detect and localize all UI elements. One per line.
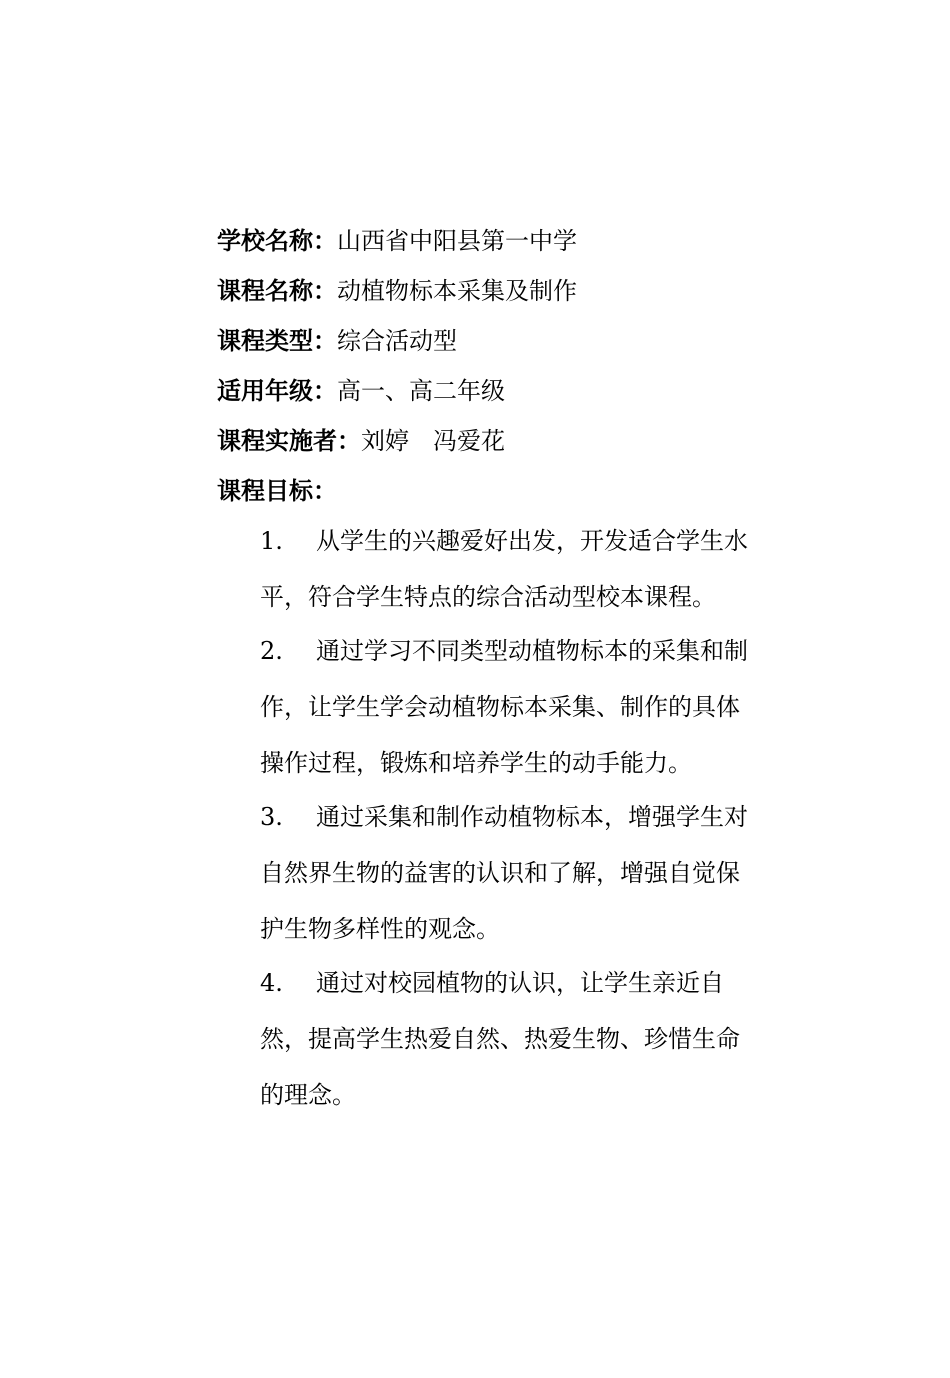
- goals-heading-line: [217, 474, 337, 508]
- goal-item: [260, 513, 750, 625]
- goal-item: [260, 955, 750, 1123]
- school-name-line: [217, 224, 577, 258]
- goals-heading-label: 课程目标：: [217, 477, 337, 505]
- course-type-value: 综合活动型: [337, 327, 457, 355]
- grade-line: [217, 374, 505, 408]
- grade-label: 适用年级：: [217, 377, 337, 405]
- implementer-label: 课程实施者：: [217, 427, 361, 455]
- goal-number: 2.: [260, 637, 283, 665]
- course-type-label: 课程类型：: [217, 327, 337, 355]
- goal-item: [260, 789, 750, 957]
- goal-text: 通过采集和制作动植物标本，增强学生对自然界生物的益害的认识和了解，增强自觉保护生物多样性的观念。: [260, 803, 748, 943]
- course-type-line: [217, 324, 457, 358]
- course-name-label: 课程名称：: [217, 277, 337, 305]
- school-name-label: 学校名称：: [217, 227, 337, 255]
- implementer-line: [217, 424, 505, 458]
- goal-number: 4.: [260, 969, 283, 997]
- goal-item: [260, 623, 750, 791]
- goal-text: 从学生的兴趣爱好出发，开发适合学生水平，符合学生特点的综合活动型校本课程。: [260, 527, 748, 611]
- goal-text: 通过对校园植物的认识，让学生亲近自然，提高学生热爱自然、热爱生物、珍惜生命的理念。: [260, 969, 740, 1109]
- goal-text: 通过学习不同类型动植物标本的采集和制作，让学生学会动植物标本采集、制作的具体操作过程，锻炼和培养学生的动手能力。: [260, 637, 748, 777]
- grade-value: 高一、高二年级: [337, 377, 505, 405]
- implementer-value: 刘婷 冯爱花: [361, 427, 505, 455]
- goal-number: 3.: [260, 803, 283, 831]
- goal-number: 1.: [260, 527, 283, 555]
- goals-list: [260, 513, 750, 1123]
- course-name-value: 动植物标本采集及制作: [337, 277, 577, 305]
- course-name-line: [217, 274, 577, 308]
- school-name-value: 山西省中阳县第一中学: [337, 227, 577, 255]
